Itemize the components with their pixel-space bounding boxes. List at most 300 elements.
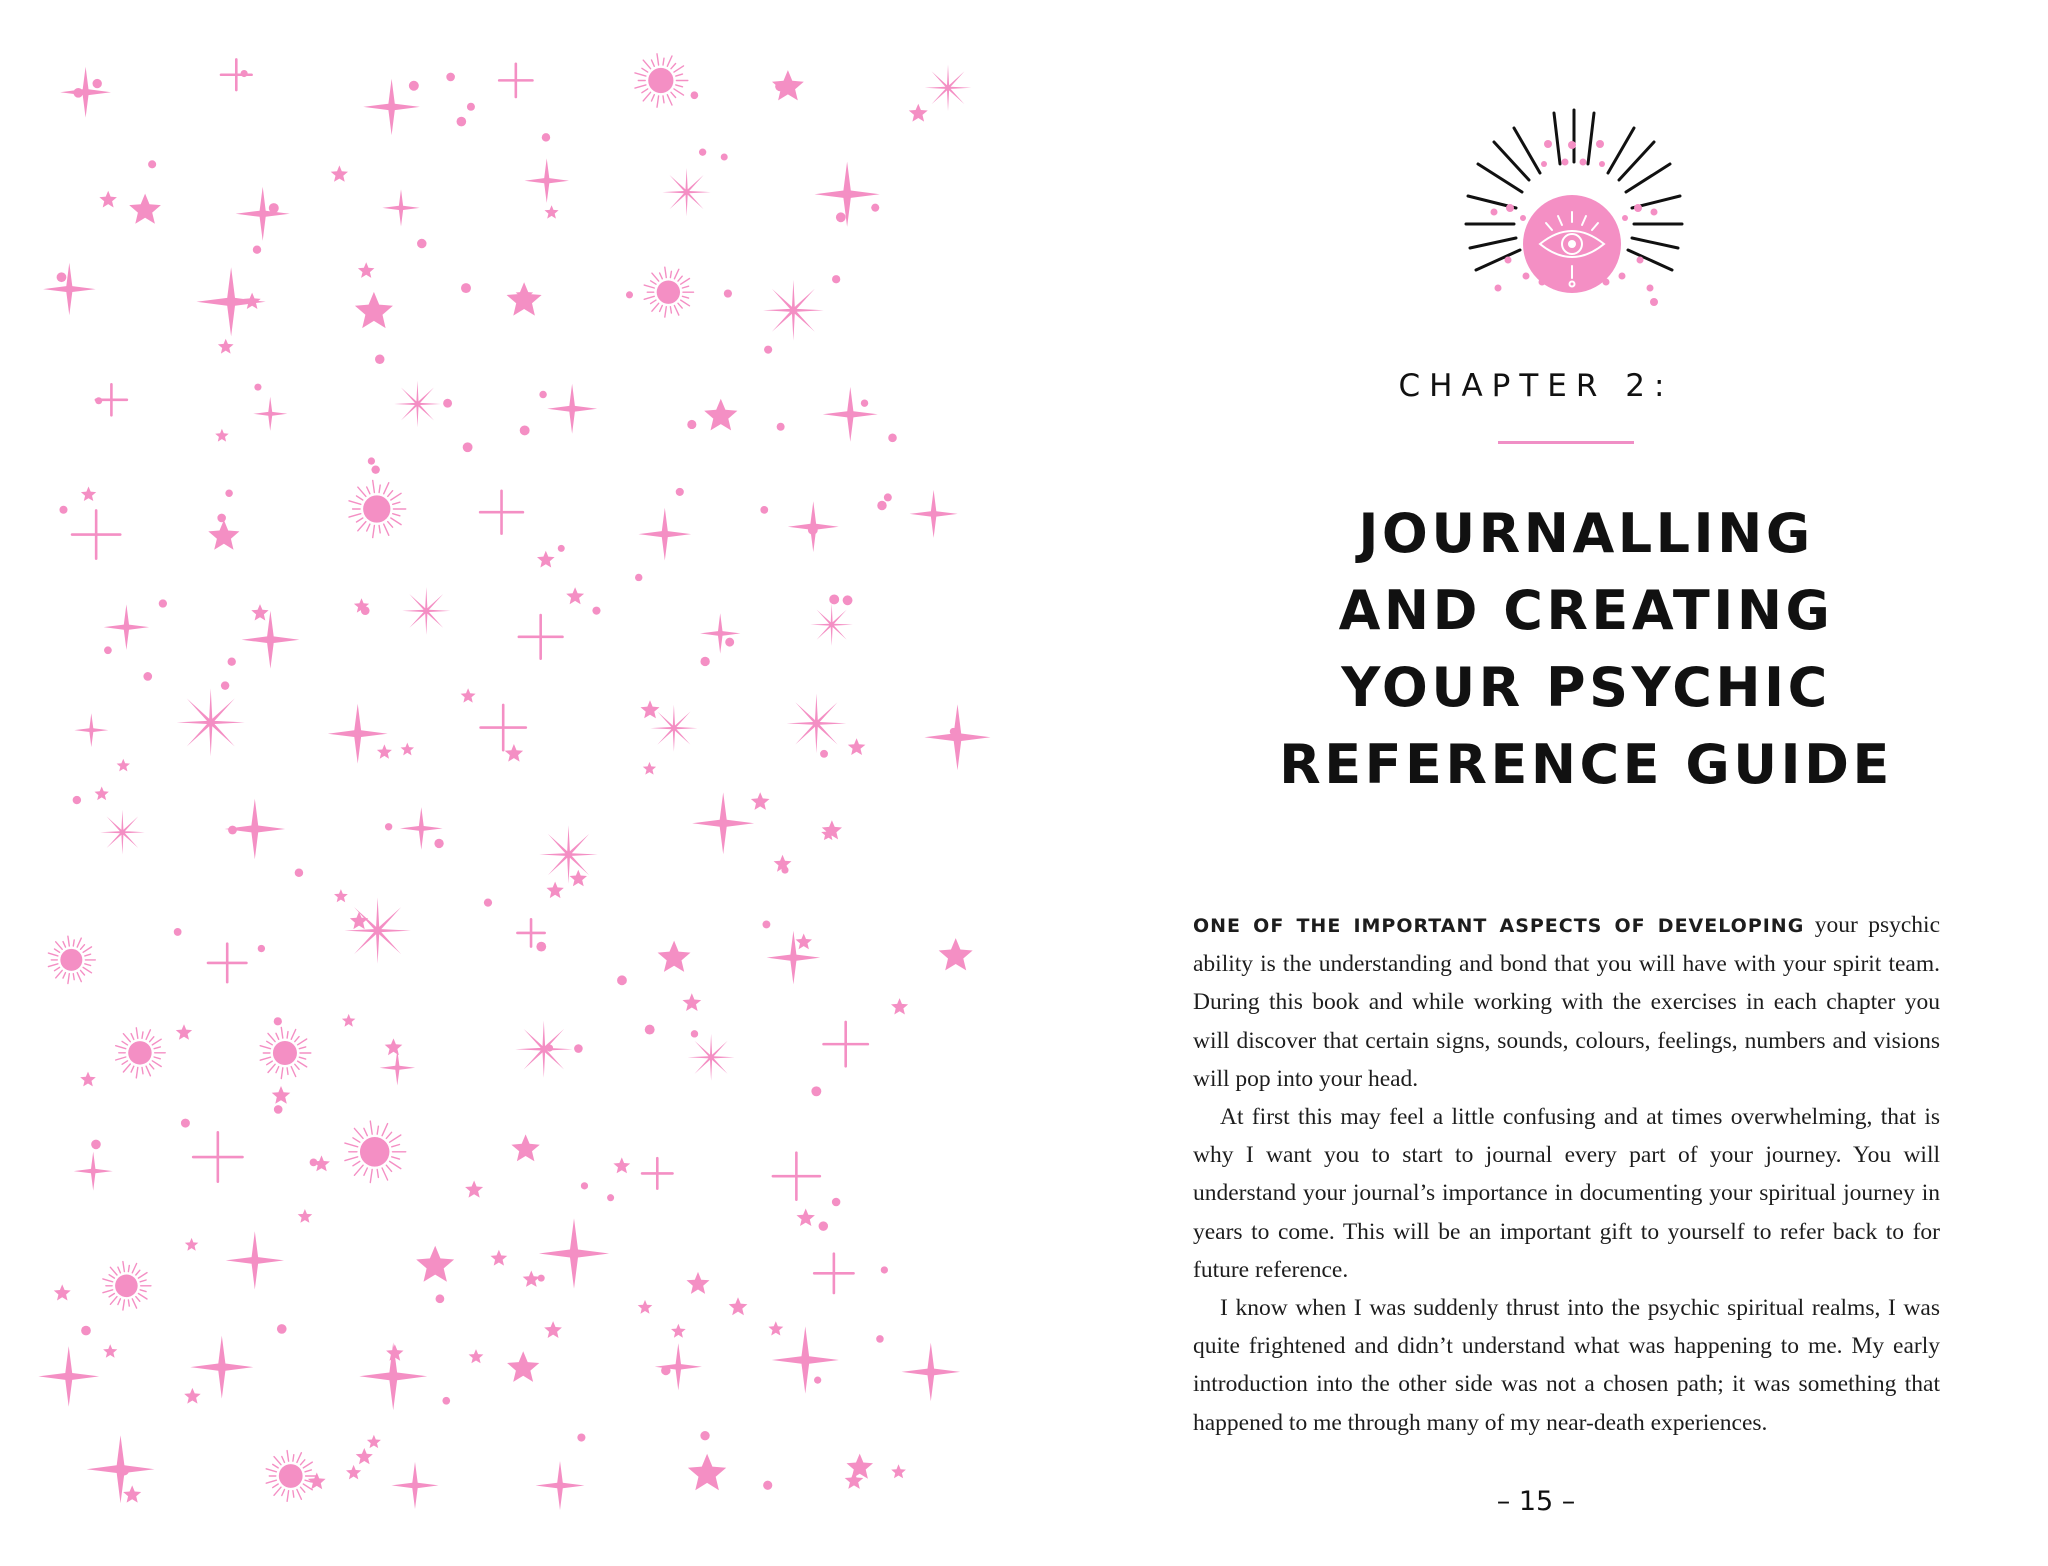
dot-icon bbox=[385, 823, 392, 830]
five-point-star-icon bbox=[176, 1024, 192, 1040]
sun-ray bbox=[354, 1165, 363, 1175]
sun-burst-icon bbox=[128, 1041, 151, 1064]
five-point-star-icon bbox=[355, 292, 393, 328]
sun-ray bbox=[266, 1469, 276, 1472]
chapter-title-line: YOUR PSYCHIC bbox=[1341, 656, 1831, 719]
sun-ray bbox=[676, 74, 683, 76]
burst-star-icon bbox=[810, 603, 853, 646]
sun-ray bbox=[268, 1033, 275, 1041]
sun-ray bbox=[643, 92, 650, 101]
five-point-star-icon bbox=[461, 688, 476, 702]
dot-icon bbox=[617, 975, 627, 985]
sun-ray bbox=[391, 493, 401, 500]
sun-ray bbox=[644, 285, 654, 288]
five-point-star-icon bbox=[491, 1250, 508, 1266]
sun-ray bbox=[297, 1453, 302, 1463]
sun-ray bbox=[353, 1161, 360, 1165]
burst-star-icon bbox=[344, 897, 411, 963]
dot-icon bbox=[73, 88, 83, 98]
five-point-star-icon bbox=[117, 759, 130, 772]
sun-ray bbox=[364, 1168, 367, 1175]
dot-icon bbox=[436, 1294, 445, 1303]
sun-ray bbox=[83, 967, 91, 972]
sun-ray bbox=[393, 502, 400, 504]
burst-star-icon bbox=[650, 705, 697, 752]
sun-ray bbox=[379, 526, 380, 533]
dot-icon bbox=[463, 442, 473, 452]
dot-icon bbox=[881, 1266, 888, 1273]
sparkle-star-icon bbox=[910, 490, 958, 538]
dot-icon bbox=[843, 595, 853, 605]
sun-ray bbox=[116, 1057, 126, 1060]
dot-icon bbox=[274, 1105, 283, 1114]
dot-icon bbox=[775, 82, 785, 92]
sun-ray bbox=[123, 1300, 125, 1310]
dot-icon bbox=[777, 423, 785, 431]
sun-ray bbox=[388, 491, 393, 497]
dot-icon bbox=[217, 514, 226, 523]
five-point-star-icon bbox=[537, 551, 555, 568]
five-point-star-icon bbox=[350, 912, 368, 929]
sun-ray bbox=[273, 1464, 279, 1468]
sun-burst-icon bbox=[648, 68, 673, 93]
sun-ray bbox=[142, 1067, 143, 1073]
burst-star-icon bbox=[100, 810, 145, 855]
paragraph: At first this may feel a little confusing and at times overwhelming, that is why I want you to start to journal every part of your journey. You will understand your journal’s importance in documenting your spiritual journey in years to come. This will be an important gift to yourself to refer back to for future reference. bbox=[1193, 1104, 1940, 1283]
sun-ray bbox=[81, 970, 85, 975]
sun-ray bbox=[353, 1138, 360, 1142]
sun-ray bbox=[81, 945, 85, 950]
sun-ray bbox=[681, 300, 690, 306]
burst-star-icon bbox=[662, 168, 710, 216]
cross-sparkle-icon bbox=[480, 491, 523, 534]
sun-ray bbox=[373, 480, 375, 492]
five-point-star-icon bbox=[570, 870, 587, 887]
five-point-star-icon bbox=[308, 1473, 326, 1490]
sun-ray bbox=[298, 1061, 307, 1067]
five-point-star-icon bbox=[847, 1454, 874, 1479]
sun-ray bbox=[663, 58, 664, 65]
five-point-star-icon bbox=[688, 1454, 726, 1490]
sun-ray bbox=[670, 307, 671, 313]
dot-icon bbox=[269, 203, 279, 213]
dot-icon bbox=[159, 599, 167, 607]
five-point-star-icon bbox=[545, 205, 559, 218]
sun-ray bbox=[635, 85, 646, 88]
sun-ray bbox=[287, 1032, 288, 1039]
sun-ray bbox=[282, 1457, 285, 1463]
sun-ray bbox=[266, 1480, 276, 1483]
burst-star-icon bbox=[787, 694, 847, 754]
five-point-star-icon bbox=[244, 293, 261, 309]
five-point-star-icon bbox=[505, 744, 523, 762]
sun-ray bbox=[663, 96, 664, 103]
sun-ray bbox=[642, 89, 648, 93]
sun-ray bbox=[291, 1030, 296, 1040]
five-point-star-icon bbox=[566, 587, 584, 604]
sparkle-star-icon bbox=[104, 604, 149, 650]
page-number: – 15 – bbox=[1496, 1486, 1576, 1517]
sun-ray bbox=[118, 1299, 121, 1305]
body-text bbox=[1193, 906, 1940, 1442]
sparkle-star-icon bbox=[692, 792, 754, 854]
dot-icon bbox=[361, 606, 370, 615]
dot-icon bbox=[876, 1335, 884, 1343]
dot-icon bbox=[181, 1119, 190, 1128]
five-point-star-icon bbox=[272, 1086, 291, 1104]
cross-sparkle-icon bbox=[824, 1022, 868, 1066]
sun-ray bbox=[682, 286, 688, 288]
sun-ray bbox=[377, 1126, 378, 1134]
sun-ray bbox=[382, 1124, 388, 1136]
sun-ray bbox=[682, 296, 688, 298]
dot-icon bbox=[417, 239, 426, 248]
dot-icon bbox=[73, 796, 81, 804]
sparkle-star-icon bbox=[380, 1050, 416, 1086]
dot-icon bbox=[371, 465, 379, 473]
sun-ray bbox=[379, 485, 380, 492]
five-point-star-icon bbox=[358, 262, 375, 278]
sun-ray bbox=[299, 1057, 305, 1059]
dot-icon bbox=[877, 501, 886, 510]
dot-icon bbox=[676, 488, 684, 496]
five-point-star-icon bbox=[768, 1321, 783, 1335]
sparkle-star-icon bbox=[242, 611, 300, 669]
sun-ray bbox=[110, 1297, 117, 1305]
dot-icon bbox=[626, 291, 633, 298]
five-point-star-icon bbox=[641, 700, 660, 718]
sparkle-star-icon bbox=[38, 1346, 99, 1407]
sparkle-star-icon bbox=[924, 704, 990, 770]
dot-icon bbox=[836, 212, 846, 222]
burst-star-icon bbox=[402, 587, 450, 635]
sparkle-star-icon bbox=[253, 397, 287, 431]
sun-ray bbox=[282, 1490, 285, 1496]
dot-icon bbox=[724, 289, 732, 297]
sun-ray bbox=[295, 1037, 299, 1042]
sun-burst-icon bbox=[60, 949, 82, 971]
sparkle-star-icon bbox=[772, 1326, 839, 1393]
sparkle-star-icon bbox=[700, 613, 740, 653]
dot-icon bbox=[254, 384, 261, 391]
sun-ray bbox=[122, 1061, 127, 1065]
sun-ray bbox=[392, 1145, 400, 1147]
sparkle-star-icon bbox=[392, 1462, 439, 1509]
dot-icon bbox=[607, 1194, 614, 1201]
sun-ray bbox=[643, 60, 650, 69]
sun-ray bbox=[299, 1047, 305, 1049]
sun-ray bbox=[68, 936, 69, 946]
chapter-opening-page bbox=[1024, 0, 2048, 1566]
dot-icon bbox=[539, 391, 546, 398]
sun-ray bbox=[132, 1299, 136, 1308]
burst-star-icon bbox=[539, 825, 597, 884]
five-point-star-icon bbox=[687, 1272, 710, 1294]
cross-sparkle-icon bbox=[642, 1158, 672, 1188]
sparkle-star-icon bbox=[815, 162, 880, 227]
chapter-title-line: REFERENCE GUIDE bbox=[1279, 733, 1893, 796]
sun-ray bbox=[665, 307, 667, 317]
dot-icon bbox=[484, 898, 492, 906]
sun-ray bbox=[295, 1064, 299, 1069]
dot-icon bbox=[592, 607, 600, 615]
sun-ray bbox=[63, 973, 66, 979]
dot-icon bbox=[536, 942, 546, 952]
dot-icon bbox=[577, 1433, 585, 1441]
sun-ray bbox=[674, 269, 678, 279]
dot-icon bbox=[820, 750, 828, 758]
sun-ray bbox=[303, 1462, 312, 1468]
sun-ray bbox=[651, 300, 656, 304]
sun-ray bbox=[260, 1046, 270, 1049]
sparkle-star-icon bbox=[767, 931, 821, 985]
five-point-star-icon bbox=[185, 1238, 199, 1251]
dot-icon bbox=[725, 638, 734, 647]
five-point-star-icon bbox=[891, 998, 908, 1014]
sun-ray bbox=[118, 1267, 121, 1273]
sun-ray bbox=[364, 1128, 367, 1135]
sun-ray bbox=[131, 1066, 134, 1072]
five-point-star-icon bbox=[346, 1465, 361, 1480]
sun-ray bbox=[390, 1135, 401, 1142]
sun-ray bbox=[132, 1264, 136, 1273]
sun-burst-icon bbox=[273, 1041, 297, 1065]
sun-ray bbox=[373, 526, 375, 538]
sun-ray bbox=[138, 1294, 147, 1300]
dot-icon bbox=[635, 574, 642, 581]
sun-ray bbox=[671, 92, 676, 97]
dot-icon bbox=[91, 1140, 101, 1150]
five-point-star-icon bbox=[797, 1209, 815, 1227]
sun-ray bbox=[358, 487, 366, 496]
five-point-star-icon bbox=[523, 1271, 540, 1287]
sun-ray bbox=[77, 973, 81, 982]
five-point-star-icon bbox=[251, 604, 268, 620]
sun-ray bbox=[276, 1067, 279, 1073]
sun-ray bbox=[136, 1297, 140, 1302]
sparkle-star-icon bbox=[823, 387, 878, 442]
sun-ray bbox=[345, 1143, 358, 1147]
cross-sparkle-icon bbox=[814, 1254, 853, 1293]
chapter-title bbox=[1124, 495, 2048, 803]
sun-ray bbox=[146, 1030, 150, 1040]
dot-icon bbox=[241, 70, 248, 77]
five-point-star-icon bbox=[658, 941, 691, 972]
dot-icon bbox=[174, 928, 182, 936]
five-point-star-icon bbox=[613, 1157, 630, 1173]
five-point-star-icon bbox=[54, 1284, 71, 1300]
dot-icon bbox=[143, 672, 152, 681]
sun-ray bbox=[660, 273, 663, 279]
dot-icon bbox=[574, 1044, 583, 1053]
sun-ray bbox=[136, 1270, 140, 1275]
sun-ray bbox=[297, 1490, 302, 1500]
sun-burst-icon bbox=[360, 1137, 390, 1167]
five-point-star-icon bbox=[544, 1321, 562, 1338]
five-point-star-icon bbox=[356, 1448, 373, 1464]
sun-ray bbox=[657, 96, 659, 107]
dot-icon bbox=[274, 1017, 282, 1025]
sun-ray bbox=[63, 942, 66, 948]
sun-ray bbox=[642, 68, 648, 72]
sun-ray bbox=[670, 271, 671, 277]
sparkle-star-icon bbox=[639, 508, 692, 561]
dot-icon bbox=[691, 91, 699, 99]
dot-icon bbox=[461, 283, 471, 293]
sun-ray bbox=[267, 1041, 273, 1045]
five-point-star-icon bbox=[385, 1038, 403, 1055]
sparkle-star-icon bbox=[74, 1152, 113, 1191]
five-point-star-icon bbox=[796, 934, 813, 950]
sun-ray bbox=[276, 1033, 279, 1039]
sun-burst-icon bbox=[115, 1275, 138, 1298]
paragraph-text: your psychic ability is the understanding and bond that you will have with your spirit team. During this book and while working with the exercises in each chapter you will discover that certain signs, sounds, colours, feelings, numbers and visions will pop into your head. bbox=[1193, 912, 1940, 1092]
sun-ray bbox=[83, 947, 91, 952]
sun-ray bbox=[391, 518, 401, 525]
dot-icon bbox=[721, 154, 728, 161]
five-point-star-icon bbox=[367, 1435, 381, 1448]
lead-in-caps: ONE OF THE IMPORTANT ASPECTS OF DEVELOPING bbox=[1193, 915, 1805, 937]
five-point-star-icon bbox=[671, 1324, 686, 1338]
five-point-star-icon bbox=[704, 399, 737, 431]
sun-ray bbox=[56, 970, 63, 978]
sun-ray bbox=[131, 1034, 134, 1040]
sun-burst-icon bbox=[363, 495, 390, 522]
sun-ray bbox=[154, 1057, 160, 1059]
sun-ray bbox=[303, 1484, 312, 1490]
cross-sparkle-icon bbox=[519, 615, 563, 659]
dot-icon bbox=[57, 272, 67, 282]
dot-icon bbox=[832, 1198, 841, 1207]
sparkle-star-icon bbox=[236, 187, 290, 241]
five-point-star-icon bbox=[123, 1485, 141, 1502]
five-point-star-icon bbox=[891, 1464, 906, 1478]
sun-ray bbox=[345, 1157, 358, 1161]
five-point-star-icon bbox=[416, 1246, 454, 1282]
paragraph bbox=[1193, 906, 1940, 1098]
dot-icon bbox=[258, 945, 265, 952]
sun-ray bbox=[142, 1032, 143, 1038]
sun-ray bbox=[48, 953, 58, 956]
sun-ray bbox=[55, 949, 60, 952]
sun-ray bbox=[123, 1262, 125, 1272]
eye-sun-emblem-icon bbox=[1422, 100, 1722, 310]
sun-ray bbox=[268, 1064, 275, 1072]
sparkle-star-icon bbox=[547, 384, 597, 434]
sun-ray bbox=[305, 1470, 311, 1472]
cross-sparkle-icon bbox=[72, 510, 120, 558]
sun-ray bbox=[392, 1157, 400, 1159]
sun-ray bbox=[291, 1067, 296, 1077]
five-point-star-icon bbox=[80, 1072, 96, 1087]
dot-icon bbox=[467, 103, 475, 111]
dot-icon bbox=[59, 506, 67, 514]
sun-ray bbox=[116, 1046, 126, 1049]
sun-ray bbox=[287, 1491, 289, 1502]
five-point-star-icon bbox=[638, 1300, 653, 1314]
sun-ray bbox=[123, 1034, 130, 1042]
sun-ray bbox=[357, 518, 363, 522]
five-point-star-icon bbox=[99, 191, 117, 208]
sun-ray bbox=[674, 89, 684, 95]
sun-ray bbox=[354, 1128, 363, 1138]
dot-icon bbox=[368, 457, 375, 464]
sun-ray bbox=[128, 1300, 129, 1306]
dot-icon bbox=[542, 133, 550, 141]
five-point-star-icon bbox=[401, 743, 414, 756]
dot-icon bbox=[148, 160, 156, 168]
sun-ray bbox=[301, 1487, 305, 1492]
sun-ray bbox=[110, 1267, 117, 1275]
sun-ray bbox=[635, 73, 646, 76]
sparkle-star-icon bbox=[655, 1343, 702, 1390]
sun-ray bbox=[651, 281, 656, 284]
sun-ray bbox=[103, 1279, 113, 1282]
five-point-star-icon bbox=[507, 1351, 539, 1382]
five-point-star-icon bbox=[729, 1297, 748, 1315]
sun-ray bbox=[367, 524, 370, 531]
sun-ray bbox=[660, 306, 663, 312]
sun-ray bbox=[388, 522, 393, 528]
chapter-divider bbox=[1498, 441, 1634, 444]
five-point-star-icon bbox=[95, 787, 109, 801]
sun-ray bbox=[678, 303, 682, 308]
sun-ray bbox=[293, 1491, 294, 1498]
sun-ray bbox=[676, 85, 683, 87]
sun-ray bbox=[652, 303, 659, 311]
sun-ray bbox=[140, 1280, 146, 1282]
sun-ray bbox=[138, 1273, 147, 1279]
sun-ray bbox=[652, 95, 655, 101]
dot-icon bbox=[409, 81, 419, 91]
sun-ray bbox=[136, 1028, 138, 1039]
dot-icon bbox=[884, 493, 892, 501]
sun-ray bbox=[349, 501, 361, 505]
dot-icon bbox=[811, 1086, 821, 1096]
dot-icon bbox=[871, 204, 879, 212]
burst-star-icon bbox=[177, 688, 245, 756]
sun-ray bbox=[667, 95, 672, 105]
sun-ray bbox=[150, 1037, 154, 1042]
dot-icon bbox=[434, 839, 443, 848]
burst-star-icon bbox=[688, 1034, 735, 1081]
five-point-star-icon bbox=[208, 520, 239, 550]
dot-icon bbox=[687, 420, 696, 429]
dot-icon bbox=[819, 1221, 828, 1230]
sun-ray bbox=[123, 1064, 130, 1072]
dot-icon bbox=[119, 1466, 129, 1476]
dot-icon bbox=[581, 1182, 588, 1189]
sun-ray bbox=[152, 1061, 161, 1067]
sun-ray bbox=[665, 267, 667, 277]
five-point-star-icon bbox=[334, 889, 348, 902]
sparkle-star-icon bbox=[525, 158, 570, 203]
dot-icon bbox=[228, 826, 237, 835]
cross-sparkle-icon bbox=[193, 1132, 242, 1181]
five-point-star-icon bbox=[751, 792, 770, 810]
sun-ray bbox=[678, 276, 682, 281]
sun-ray bbox=[287, 1451, 289, 1462]
sun-ray bbox=[73, 974, 74, 980]
dot-icon bbox=[442, 1397, 450, 1405]
dot-icon bbox=[104, 646, 112, 654]
sun-ray bbox=[267, 1061, 273, 1065]
dot-icon bbox=[691, 1030, 698, 1037]
sparkle-star-icon bbox=[190, 1336, 253, 1399]
sun-ray bbox=[370, 1121, 372, 1134]
sun-ray bbox=[281, 1027, 283, 1038]
burst-star-icon bbox=[763, 280, 824, 341]
